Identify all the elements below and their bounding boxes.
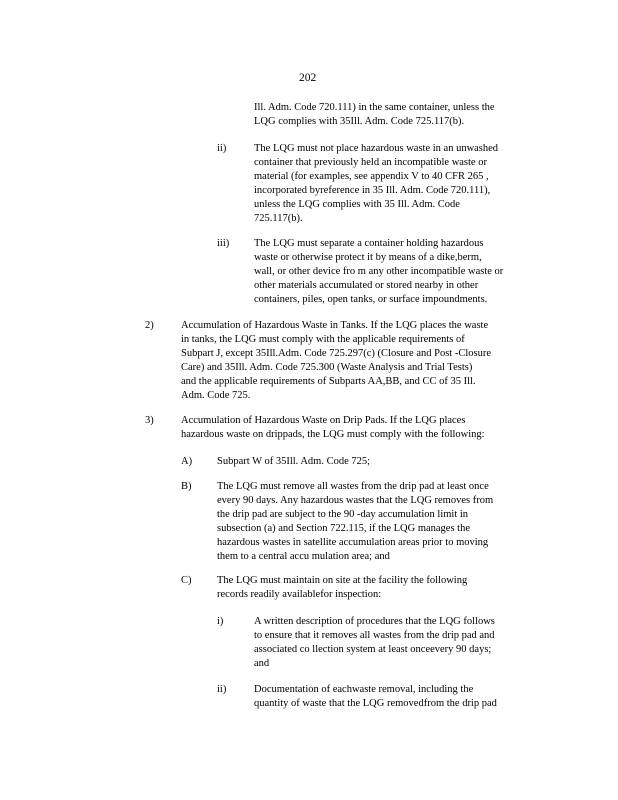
text-line: Subpart W of 35Ill. Adm. Code 725; <box>217 456 371 467</box>
text-line: incorporated byreference in 35 Ill. Adm. Code 720.111), <box>254 185 491 196</box>
section-3-drip-pads <box>181 414 485 442</box>
text-line: The LQG must maintain on site at the facility the following <box>217 575 468 586</box>
section-label-3: 3) <box>145 415 154 426</box>
item-A-subpart-w <box>217 455 370 469</box>
text-line: hazardous waste on drippads, the LQG must comply with the following: <box>181 429 485 440</box>
paragraph-iii-separate-container <box>254 237 503 307</box>
text-line: Documentation of eachwaste removal, including the <box>254 684 474 695</box>
text-line: to ensure that it removes all wastes from the drip pad and <box>254 630 495 641</box>
text-line: containers, piles, open tanks, or surface impoundments. <box>254 294 488 305</box>
item-B-remove-wastes <box>217 480 493 564</box>
item-label-ii: ii) <box>217 143 227 154</box>
item-label-A: A) <box>181 456 193 467</box>
text-line: The LQG must separate a container holding hazardous <box>254 238 484 249</box>
paragraph-ii-unwashed-container <box>254 142 498 226</box>
text-line: Subpart J, except 35Ill.Adm. Code 725.297(c) (Closure and Post -Closure <box>181 348 491 359</box>
text-line: Care) and 35Ill. Adm. Code 725.300 (Waste Analysis and Trial Tests) <box>181 362 473 373</box>
item-label-C: C) <box>181 575 192 586</box>
item-label-C-ii: ii) <box>217 684 227 695</box>
text-line: hazardous wastes in satellite accumulation areas prior to moving <box>217 537 489 548</box>
text-line: in tanks, the LQG must comply with the applicable requirements of <box>181 334 465 345</box>
text-line: records readily availablefor inspection: <box>217 589 382 600</box>
text-line: associated co llection system at least onceevery 90 days; <box>254 644 492 655</box>
item-C-ii-documentation <box>254 683 497 711</box>
text-line: waste or otherwise protect it by means of a dike,berm, <box>254 252 482 263</box>
item-label-iii: iii) <box>217 238 230 249</box>
text-line: wall, or other device fro m any other incompatible waste or <box>254 266 504 277</box>
section-2-tanks <box>181 319 491 403</box>
continuation-paragraph <box>254 101 495 129</box>
item-C-i-description <box>254 615 495 671</box>
page-number: 202 <box>299 72 317 84</box>
text-line: The LQG must not place hazardous waste in an unwashed <box>254 143 499 154</box>
text-line: unless the LQG complies with 35 Ill. Adm. Code <box>254 199 460 210</box>
item-label-C-i: i) <box>217 616 224 627</box>
item-label-B: B) <box>181 481 192 492</box>
text-line: material (for examples, see appendix V to 40 CFR 265 , <box>254 171 489 182</box>
text-line: and <box>254 658 270 669</box>
text-line: Accumulation of Hazardous Waste in Tanks. If the LQG places the waste <box>181 320 489 331</box>
text-line: 725.117(b). <box>254 213 303 224</box>
text-line: container that previously held an incompatible waste or <box>254 157 487 168</box>
section-label-2: 2) <box>145 320 154 331</box>
text-line: other materials accumulated or stored nearby in other <box>254 280 479 291</box>
text-line: Adm. Code 725. <box>181 390 251 401</box>
text-line: LQG complies with 35Ill. Adm. Code 725.117(b). <box>254 116 465 127</box>
text-line: subsection (a) and Section 722.115, if the LQG manages the <box>217 523 471 534</box>
text-line: them to a central accu mulation area; and <box>217 551 390 562</box>
text-line: quantity of waste that the LQG removedfrom the drip pad <box>254 698 497 709</box>
item-C-maintain-records <box>217 574 467 602</box>
text-line: The LQG must remove all wastes from the drip pad at least once <box>217 481 489 492</box>
text-line: A written description of procedures that the LQG follows <box>254 616 495 627</box>
text-line: and the applicable requirements of Subparts AA,BB, and CC of 35 Ill. <box>181 376 476 387</box>
text-line: Ill. Adm. Code 720.111) in the same container, unless the <box>254 102 495 113</box>
text-line: every 90 days. Any hazardous wastes that the LQG removes from <box>217 495 494 506</box>
text-line: Accumulation of Hazardous Waste on Drip Pads. If the LQG places <box>181 415 466 426</box>
text-line: the drip pad are subject to the 90 -day accumulation limit in <box>217 509 469 520</box>
